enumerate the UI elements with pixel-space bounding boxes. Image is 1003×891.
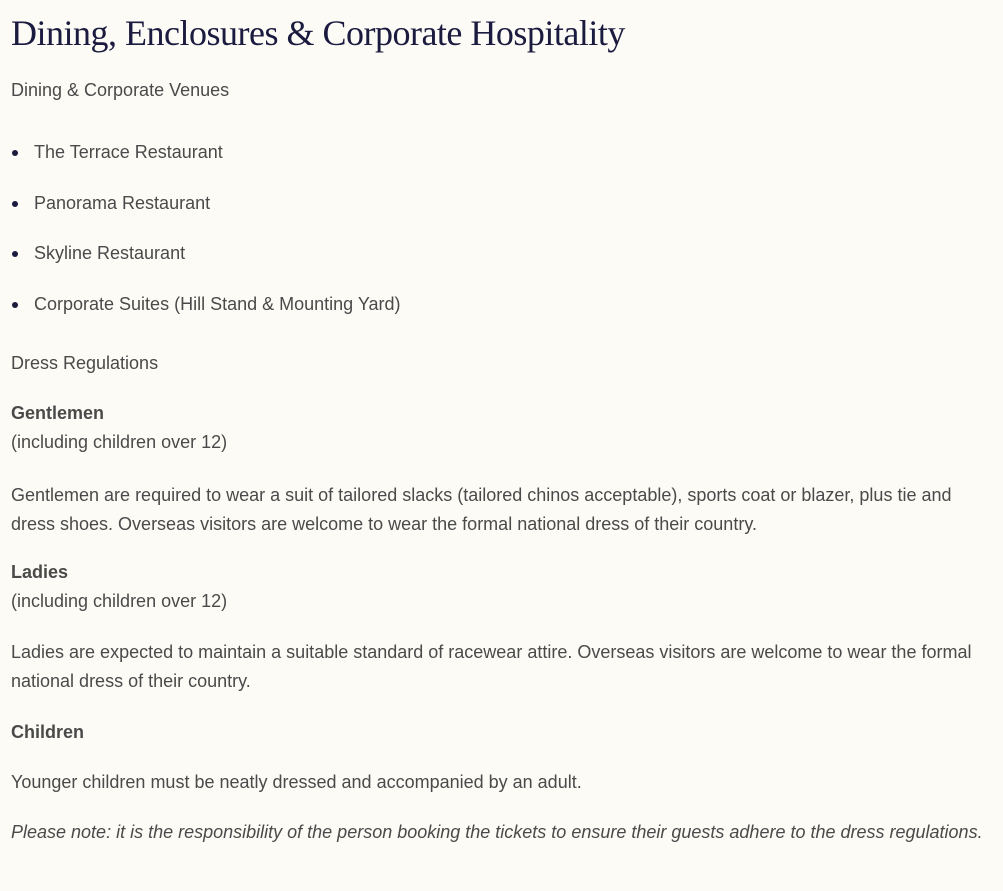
bullet-icon <box>12 302 18 308</box>
gentlemen-qualifier: (including children over 12) <box>11 432 228 452</box>
ladies-label: Ladies <box>11 562 69 582</box>
ladies-text: Ladies are expected to maintain a suitable standard of racewear attire. Overseas visitors are welcome to wear the formal national dress of their country. <box>11 642 972 691</box>
list-item <box>11 189 401 218</box>
ladies-section-heading <box>11 558 985 616</box>
list-item <box>11 290 401 319</box>
venue-label: Panorama Restaurant <box>34 192 211 213</box>
dress-regulations-heading: Dress Regulations <box>11 353 159 373</box>
bullet-icon <box>12 201 18 207</box>
gentlemen-label: Gentlemen <box>11 403 105 423</box>
list-item <box>11 138 401 167</box>
children-text: Younger children must be neatly dressed and accompanied by an adult. <box>11 772 582 792</box>
gentlemen-text: Gentlemen are required to wear a suit of tailored slacks (tailored chinos acceptable), sports coat or blazer, plus tie and dress shoes. Overseas visitors are welcome to wear the formal national dress of their country. <box>11 485 952 534</box>
page-title: Dining, Enclosures & Corporate Hospitality <box>11 13 625 53</box>
venue-label: Corporate Suites (Hill Stand & Mounting Yard) <box>34 293 401 314</box>
children-label: Children <box>11 722 85 742</box>
venue-label: Skyline Restaurant <box>34 243 186 263</box>
bullet-icon <box>12 150 18 156</box>
bullet-icon <box>12 251 18 257</box>
children-section-heading <box>11 718 985 747</box>
venues-heading: Dining & Corporate Venues <box>11 80 230 100</box>
venues-list <box>11 138 401 340</box>
note-text: Please note: it is the responsibility of the person booking the tickets to ensure their guests adhere to the dress regulations. <box>11 822 983 842</box>
gentlemen-section-heading <box>11 399 985 457</box>
ladies-qualifier: (including children over 12) <box>11 591 228 611</box>
list-item <box>11 239 401 268</box>
venue-label: The Terrace Restaurant <box>34 142 223 162</box>
